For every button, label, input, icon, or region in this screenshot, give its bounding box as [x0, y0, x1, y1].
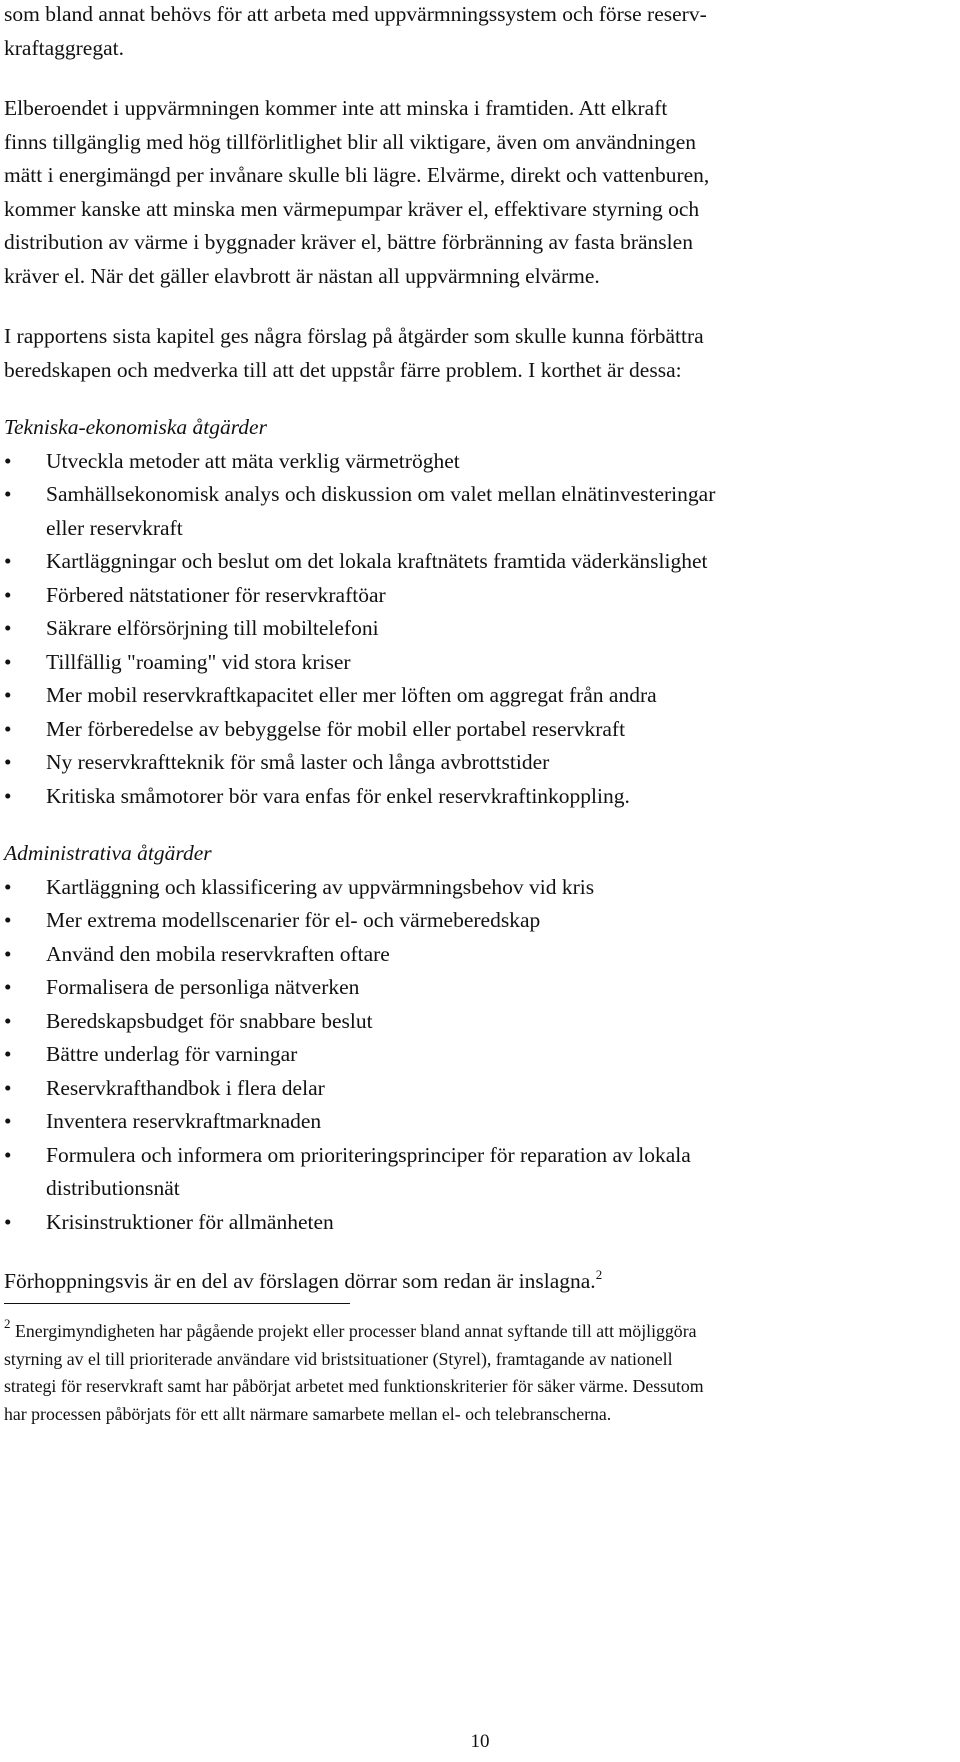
list-item-text: Förbered nätstationer för reservkraftöar	[46, 582, 386, 607]
bullet-icon: •	[4, 582, 12, 607]
list-item-text: Formalisera de personliga nätverken	[46, 975, 360, 999]
body-text	[4, 0, 956, 1299]
closing-paragraph	[4, 1265, 956, 1299]
bullet-icon: •	[4, 549, 12, 573]
footnote-line: har processen påbörjats för ett allt närmare samarbete mellan el- och telebranscherna.	[4, 1403, 612, 1424]
rapport-line: beredskapen och medverka till att det uppstår färre problem. I korthet är dessa:	[4, 357, 682, 382]
list-item	[4, 646, 956, 680]
footnote-line: Energimyndigheten har pågående projekt eller processer bland annat syftande till att möjliggöra	[14, 1321, 697, 1341]
bullet-icon: •	[4, 750, 12, 774]
rapport-line: I rapportens sista kapitel ges några förslag på åtgärder som skulle kunna förbättra	[4, 324, 704, 348]
list-item-text: Formulera och informera om prioriteringsprinciper för reparation av lokala	[46, 1142, 691, 1167]
list-item-text: Utveckla metoder att mäta verklig värmetröghet	[46, 448, 460, 473]
elberoende-line: distribution av värme i byggnader kräver el, bättre förbränning av fasta bränslen	[4, 230, 693, 254]
bullet-icon: •	[4, 874, 12, 899]
list-item-text: eller reservkraft	[46, 515, 183, 540]
elberoende-line: kräver el. När det gäller elavbrott är nästan all uppvärmning elvärme.	[4, 263, 600, 288]
list-item	[4, 971, 956, 1005]
list-item-text: Kritiska småmotorer bör vara enfas för enkel reservkraftinkoppling.	[46, 783, 630, 808]
list-item-text: Mer mobil reservkraftkapacitet eller mer löften om aggregat från andra	[46, 683, 657, 707]
list-item-text: Bättre underlag för varningar	[46, 1042, 298, 1066]
elberoende-line: Elberoendet i uppvärmningen kommer inte att minska i framtiden. Att elkraft	[4, 96, 668, 120]
elberoende-line: kommer kanske att minska men värmepumpar kräver el, effektivare styrning och	[4, 196, 700, 221]
list-item-text: Krisinstruktioner för allmänheten	[46, 1209, 334, 1234]
list-item-text: Inventera reservkraftmarknaden	[46, 1109, 322, 1133]
bullet-icon: •	[4, 975, 12, 999]
bullet-icon: •	[4, 1042, 12, 1066]
list-item	[4, 579, 956, 613]
list-item	[4, 1105, 956, 1139]
administrativa-heading: Administrativa åtgärder	[4, 841, 212, 865]
list-item	[4, 612, 956, 646]
bullet-icon: •	[4, 716, 12, 741]
intro-paragraph	[4, 0, 956, 65]
list-item	[4, 1038, 956, 1072]
rapport-paragraph	[4, 320, 956, 387]
list-item	[4, 1005, 956, 1039]
page-number: 10	[470, 1731, 490, 1752]
footnote-rule	[4, 1303, 350, 1304]
list-item	[4, 904, 956, 938]
tekniska-heading: Tekniska-ekonomiska åtgärder	[4, 415, 267, 439]
administrativa-list	[4, 871, 956, 1240]
bullet-icon: •	[4, 783, 12, 808]
intro-line-2: kraftaggregat.	[4, 35, 124, 60]
bullet-icon: •	[4, 941, 12, 966]
list-item-text: distributionsnät	[46, 1176, 180, 1200]
bullet-icon: •	[4, 908, 12, 932]
list-item	[4, 478, 956, 545]
list-item	[4, 780, 956, 814]
tekniska-list	[4, 445, 956, 814]
list-item-text: Tillfällig "roaming" vid stora kriser	[46, 649, 351, 674]
intro-line-1: som bland annat behövs för att arbeta med uppvärmningssystem och förse reserv-	[4, 2, 707, 26]
list-item	[4, 938, 956, 972]
elberoende-line: finns tillgänglig med hög tillförlitlighet blir all viktigare, även om användningen	[4, 129, 697, 154]
document-page	[4, 0, 956, 1762]
footnote	[4, 1318, 956, 1428]
footnote-reference: 2	[595, 1267, 603, 1282]
elberoende-paragraph	[4, 92, 956, 293]
list-item	[4, 545, 956, 579]
bullet-icon: •	[4, 649, 12, 674]
bullet-icon: •	[4, 1008, 12, 1033]
list-item	[4, 445, 956, 479]
footnote-line: strategi för reservkraft samt har påbörjat arbetet med funktionskriterier för säker värme. Dessutom	[4, 1376, 704, 1396]
bullet-icon: •	[4, 448, 12, 473]
bullet-icon: •	[4, 616, 12, 640]
list-item-text: Kartläggningar och beslut om det lokala kraftnätets framtida väderkänslighet	[46, 549, 708, 573]
list-item-text: Säkrare elförsörjning till mobiltelefoni	[46, 616, 379, 640]
list-item	[4, 1139, 956, 1206]
list-item-text: Mer förberedelse av bebyggelse för mobil eller portabel reservkraft	[46, 716, 626, 741]
list-item-text: Samhällsekonomisk analys och diskussion om valet mellan elnätinvesteringar	[46, 482, 716, 506]
bullet-icon: •	[4, 1109, 12, 1133]
closing-text: Förhoppningsvis är en del av förslagen dörrar som redan är inslagna.	[4, 1269, 596, 1293]
list-item-text: Använd den mobila reservkraften oftare	[46, 941, 390, 966]
bullet-icon: •	[4, 482, 12, 506]
list-item-text: Ny reservkraftteknik för små laster och långa avbrottstider	[46, 750, 550, 774]
bullet-icon: •	[4, 1142, 12, 1167]
list-item	[4, 1072, 956, 1106]
bullet-icon: •	[4, 1075, 12, 1100]
list-item-text: Mer extrema modellscenarier för el- och värmeberedskap	[46, 908, 541, 932]
list-item-text: Beredskapsbudget för snabbare beslut	[46, 1008, 373, 1033]
footnote-marker: 2	[4, 1316, 11, 1331]
list-item	[4, 679, 956, 713]
list-item	[4, 871, 956, 905]
elberoende-line: mätt i energimängd per invånare skulle bli lägre. Elvärme, direkt och vattenburen,	[4, 163, 710, 187]
list-item	[4, 713, 956, 747]
footnote-line: styrning av el till prioriterade användare vid bristsituationer (Styrel), framtagande av nationell	[4, 1348, 673, 1369]
list-item-text: Kartläggning och klassificering av uppvärmningsbehov vid kris	[46, 874, 595, 899]
list-item	[4, 1206, 956, 1240]
list-item-text: Reservkrafthandbok i flera delar	[46, 1075, 325, 1100]
bullet-icon: •	[4, 1209, 12, 1234]
bullet-icon: •	[4, 683, 12, 707]
list-item	[4, 746, 956, 780]
